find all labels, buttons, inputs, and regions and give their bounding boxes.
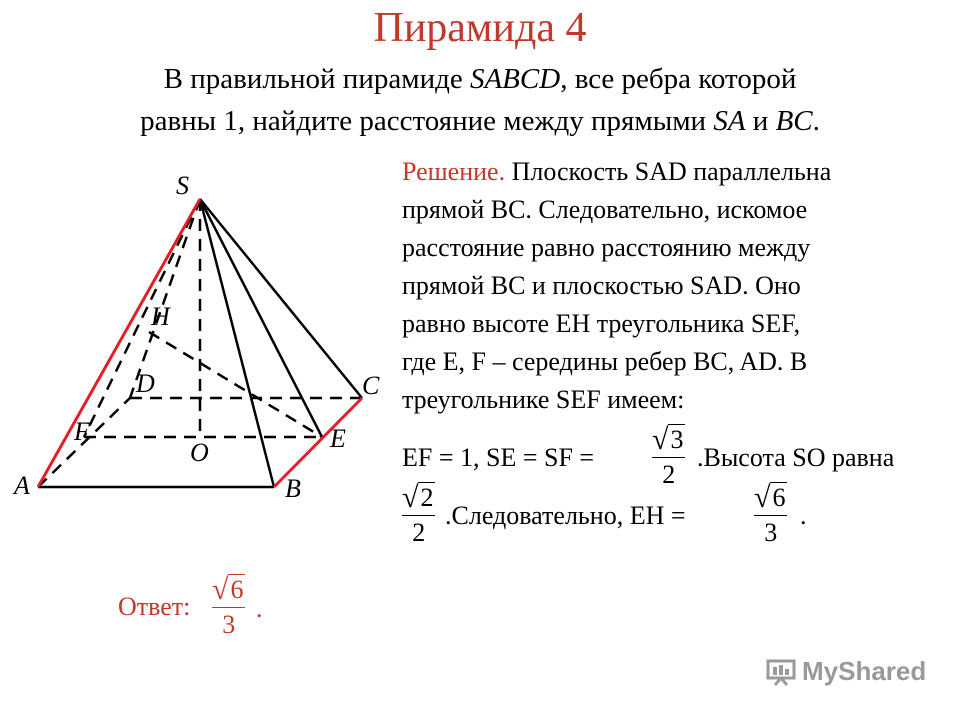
fraction-bar xyxy=(754,515,787,516)
problem-text: и xyxy=(745,105,776,137)
fraction-se xyxy=(652,424,685,490)
edge-SB xyxy=(200,199,274,487)
logo-text: MyShared xyxy=(802,656,927,686)
label-H: H xyxy=(151,302,170,331)
solution-heading: Решение. xyxy=(402,157,506,186)
presentation-icon xyxy=(766,658,796,686)
period: . xyxy=(800,501,807,530)
problem-var: SABCD xyxy=(469,63,561,95)
fraction-numerator: √ 6 xyxy=(212,573,244,606)
equation-eh-text: Следовательно, EH = xyxy=(451,501,686,530)
problem-text: . xyxy=(812,105,820,137)
label-E: E xyxy=(330,424,346,453)
fraction-numerator: √ 2 xyxy=(402,481,434,514)
fraction-denominator: 3 xyxy=(764,518,778,547)
answer-period: . xyxy=(256,594,263,623)
label-F: F xyxy=(74,417,90,446)
segment-SF-hidden xyxy=(84,199,200,437)
fraction-denominator: 3 xyxy=(222,610,236,639)
label-B: B xyxy=(285,474,301,500)
vertex-labels xyxy=(12,171,380,500)
label-A: A xyxy=(14,471,30,500)
problem-text: В правильной пирамиде xyxy=(163,63,470,95)
solution-line: треугольнике SEF имеем: xyxy=(402,385,685,414)
fraction-bar xyxy=(402,515,435,516)
equation-so: .Высота SO равна xyxy=(697,443,895,472)
solution-text xyxy=(402,153,942,419)
slide-title: Пирамида 4 xyxy=(373,5,587,51)
answer-label: Ответ: xyxy=(118,592,191,621)
solution-line: равно высоте EH треугольника SEF, xyxy=(402,309,801,338)
radicand: 2 xyxy=(420,483,434,512)
fraction-numerator: √ 3 xyxy=(652,423,684,456)
solution-line: Плоскость SAD параллельна xyxy=(505,157,832,186)
fraction-eh xyxy=(754,482,787,548)
solution-line: прямой BC и плоскостью SAD. Оно xyxy=(402,271,801,300)
equation-eh: .Следовательно, EH = xyxy=(445,501,686,530)
problem-statement xyxy=(20,58,940,142)
radicand: 6 xyxy=(230,575,244,604)
fraction-bar xyxy=(652,457,685,458)
problem-text: , все ребра которой xyxy=(560,63,797,95)
edge-SA xyxy=(38,199,200,487)
fraction-denominator: 2 xyxy=(662,460,676,489)
fraction-so xyxy=(402,482,435,548)
label-C: C xyxy=(362,371,380,400)
radicand: 6 xyxy=(772,483,786,512)
radicand: 3 xyxy=(670,425,684,454)
answer-fraction xyxy=(212,574,245,640)
equation-se: EF = 1, SE = SF = xyxy=(402,443,595,472)
equation-so-text: Высота SO равна xyxy=(703,443,895,472)
pyramid-figure-main xyxy=(0,160,400,500)
label-D: D xyxy=(136,369,155,398)
solution-line: прямой BC. Следовательно, искомое xyxy=(402,195,808,224)
problem-text: равны 1, найдите расстояние между прямыми xyxy=(140,105,714,137)
fraction-bar xyxy=(212,607,245,608)
solution-line: где E, F – середины ребер BC, AD. В xyxy=(402,347,808,376)
solution-line: расстояние равно расстоянию между xyxy=(402,233,811,262)
problem-var: SA xyxy=(713,105,746,137)
myshared-logo xyxy=(766,656,926,687)
label-O: O xyxy=(190,438,209,467)
problem-var: BC xyxy=(775,105,813,137)
label-S: S xyxy=(176,171,189,200)
fraction-denominator: 2 xyxy=(412,518,426,547)
fraction-numerator: √ 6 xyxy=(754,481,786,514)
